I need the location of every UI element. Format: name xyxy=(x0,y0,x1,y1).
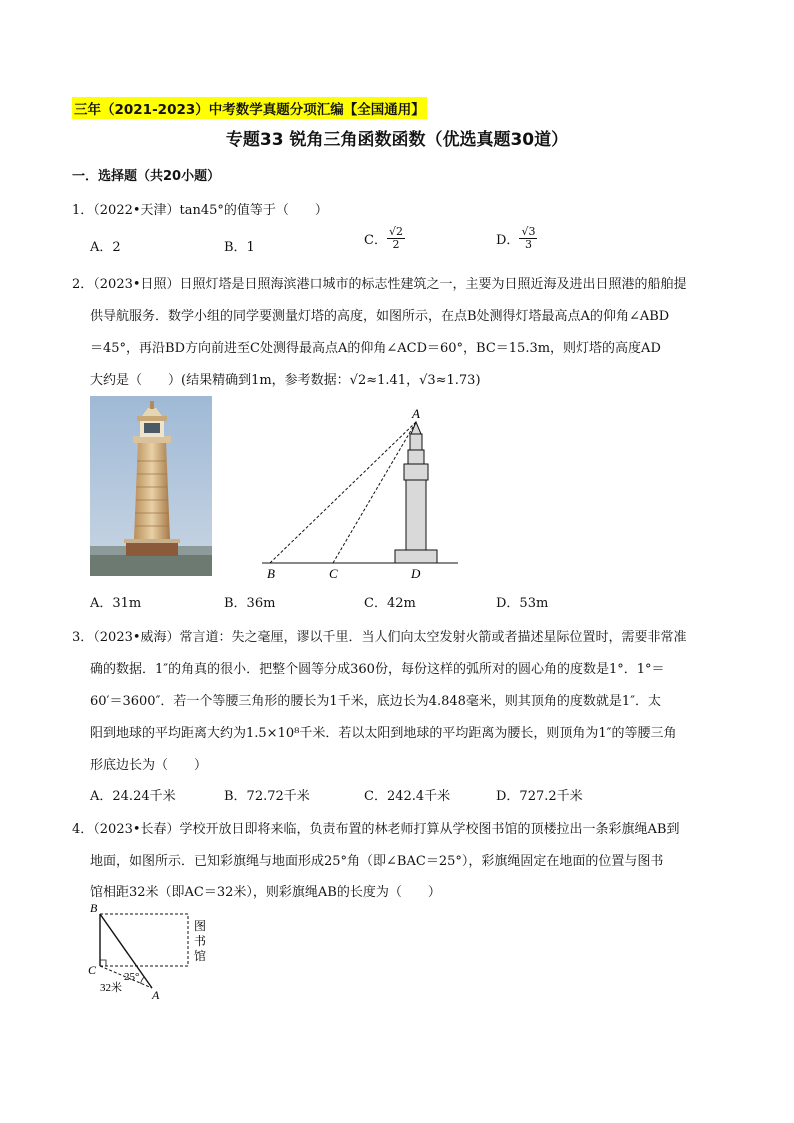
q2-option-c: C．42m xyxy=(364,596,416,611)
q4-line-1: 4．（2023•长春）学校开放日即将来临，负责布置的林老师打算从学校图书馆的顶楼拉出一条彩旗绳AB到 xyxy=(72,822,680,837)
q2-option-a: A．31m xyxy=(90,596,142,611)
q4-line-3: 馆相距32米（即AC＝32米），则彩旗绳AB的长度为（ ） xyxy=(90,885,441,900)
q3-option-d: D．727.2千米 xyxy=(496,789,583,804)
label-a: A xyxy=(152,988,160,1002)
q3-option-b: B．72.72千米 xyxy=(224,789,310,804)
q2-line-4: 大约是（ ）(结果精确到1m，参考数据：√2≈1.41，√3≈1.73) xyxy=(90,373,481,388)
q4-diagram xyxy=(86,900,216,1004)
q2-diagram xyxy=(258,404,468,582)
label-b: B xyxy=(267,566,275,581)
page-title: 专题33 锐角三角函数函数（优选真题30道） xyxy=(225,130,569,150)
q1-option-d-fraction: $\frac{√3}{3}$ xyxy=(521,225,536,251)
building-label-1: 图 xyxy=(194,919,207,933)
label-c: C xyxy=(88,963,97,977)
q1-option-d: D． $\frac{√3}{3}$ xyxy=(496,225,536,251)
q3-line-3: 60′＝3600″．若一个等腰三角形的腰长为1千米，底边长为4.848毫米，则其顶角的度数就是1″．太 xyxy=(90,694,662,709)
q3-option-a: A．24.24千米 xyxy=(90,789,176,804)
q1-option-b: B．1 xyxy=(224,240,255,255)
building-label-3: 馆 xyxy=(194,949,207,963)
q3-line-5: 形底边长为（ ） xyxy=(90,758,208,773)
section-heading: 一．选择题（共20小题） xyxy=(72,169,221,184)
q2-option-b: B．36m xyxy=(224,596,276,611)
label-b: B xyxy=(90,901,98,915)
q3-line-1: 3．（2023•威海）常言道：失之毫厘，谬以千里．当人们向太空发射火箭或者描述星际位置时，需要非常准 xyxy=(72,630,687,645)
series-banner: 三年（2021-2023）中考数学真题分项汇编【全国通用】 xyxy=(72,97,427,119)
building-label-2: 书 xyxy=(194,934,207,948)
label-a: A xyxy=(412,406,420,421)
q2-line-2: 供导航服务．数学小组的同学要测量灯塔的高度，如图所示，在点B处测得灯塔最高点A的仰角∠ABD xyxy=(90,309,670,324)
distance-label: 32米 xyxy=(100,982,122,994)
q2-option-d: D．53m xyxy=(496,596,549,611)
q3-option-c: C．242.4千米 xyxy=(364,789,451,804)
q3-line-2: 确的数据．1″的角真的很小．把整个圆等分成360份，每份这样的弧所对的圆心角的度数是1°．1°＝ xyxy=(90,662,665,677)
lighthouse-photo xyxy=(90,396,212,576)
q2-line-3: ＝45°，再沿BD方向前进至C处测得最高点A的仰角∠ACD＝60°，BC＝15.3m，则灯塔的高度AD xyxy=(90,341,661,356)
q1-option-c: C． $\frac{√2}{2}$ xyxy=(364,225,403,251)
q1-option-a: A．2 xyxy=(90,240,121,255)
label-c: C xyxy=(329,566,338,581)
label-d: D xyxy=(411,566,421,581)
q3-line-4: 阳到地球的平均距离大约为1.5×10⁸千米．若以太阳到地球的平均距离为腰长，则顶角为1″的等腰三角 xyxy=(90,726,677,741)
q2-line-1: 2．（2023•日照）日照灯塔是日照海滨港口城市的标志性建筑之一，主要为日照近海及进出日照港的船舶提 xyxy=(72,277,687,292)
q4-line-2: 地面，如图所示．已知彩旗绳与地面形成25°角（即∠BAC＝25°），彩旗绳固定在地面的位置与图书 xyxy=(90,854,664,869)
q1-option-c-fraction: $\frac{√2}{2}$ xyxy=(388,225,403,251)
q1-stem: 1．（2022•天津）tan45°的值等于（ ） xyxy=(72,203,328,218)
angle-label: 25° xyxy=(124,971,140,983)
